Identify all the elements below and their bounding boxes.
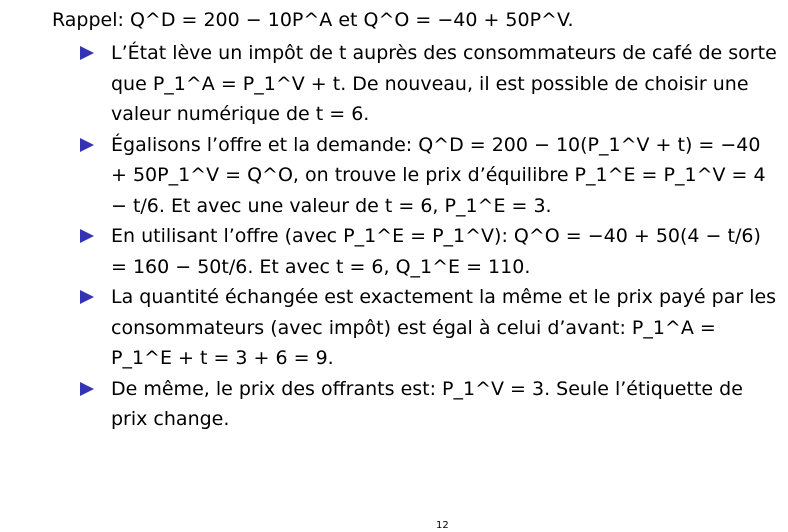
bullet-text: En utilisant l’offre (avec P_1^E = P_1^V): Q^O = −40 + 50(4 − t/6) = 160 − 50t/6. Et avec t = 6, Q_1^E = 110. [111, 225, 761, 278]
page-number: 12 [436, 520, 449, 531]
bullet-list [76, 38, 780, 435]
bullet-text: La quantité échangée est exactement la même et le prix payé par les consommateurs (avec impôt) est égal à celui d’avant: P_1^A = P_1^E + t = 3 + 6 = 9. [111, 286, 777, 369]
list-item [76, 221, 780, 282]
bullet-text: De même, le prix des offrants est: P_1^V = 3. Seule l’étiquette de prix change. [111, 377, 743, 430]
triangle-bullet-icon [80, 290, 94, 304]
triangle-bullet-icon [80, 229, 94, 243]
bullet-text: L’État lève un impôt de t auprès des consommateurs de café de sorte que P_1^A = P_1^V + t. De nouveau, il est possible de choisir une valeur numérique de t = 6. [111, 42, 777, 125]
list-item [76, 130, 780, 222]
bullet-text: Égalisons l’offre et la demande: Q^D = 200 − 10(P_1^V + t) = −40 + 50P_1^V = Q^O, on trouve le prix d’équilibre P_1^E = P_1^V = 4 − t/6. Et avec une valeur de t = 6, P_1^E = 3. [111, 133, 766, 217]
list-item [76, 38, 780, 130]
triangle-bullet-icon [80, 382, 94, 396]
triangle-bullet-icon [80, 138, 94, 152]
recall-text: Rappel: Q^D = 200 − 10P^A et Q^O = −40 + 50P^V. [52, 9, 574, 31]
triangle-bullet-icon [80, 46, 94, 60]
list-item [76, 282, 780, 374]
recall-line [52, 6, 574, 34]
list-item [76, 374, 780, 435]
